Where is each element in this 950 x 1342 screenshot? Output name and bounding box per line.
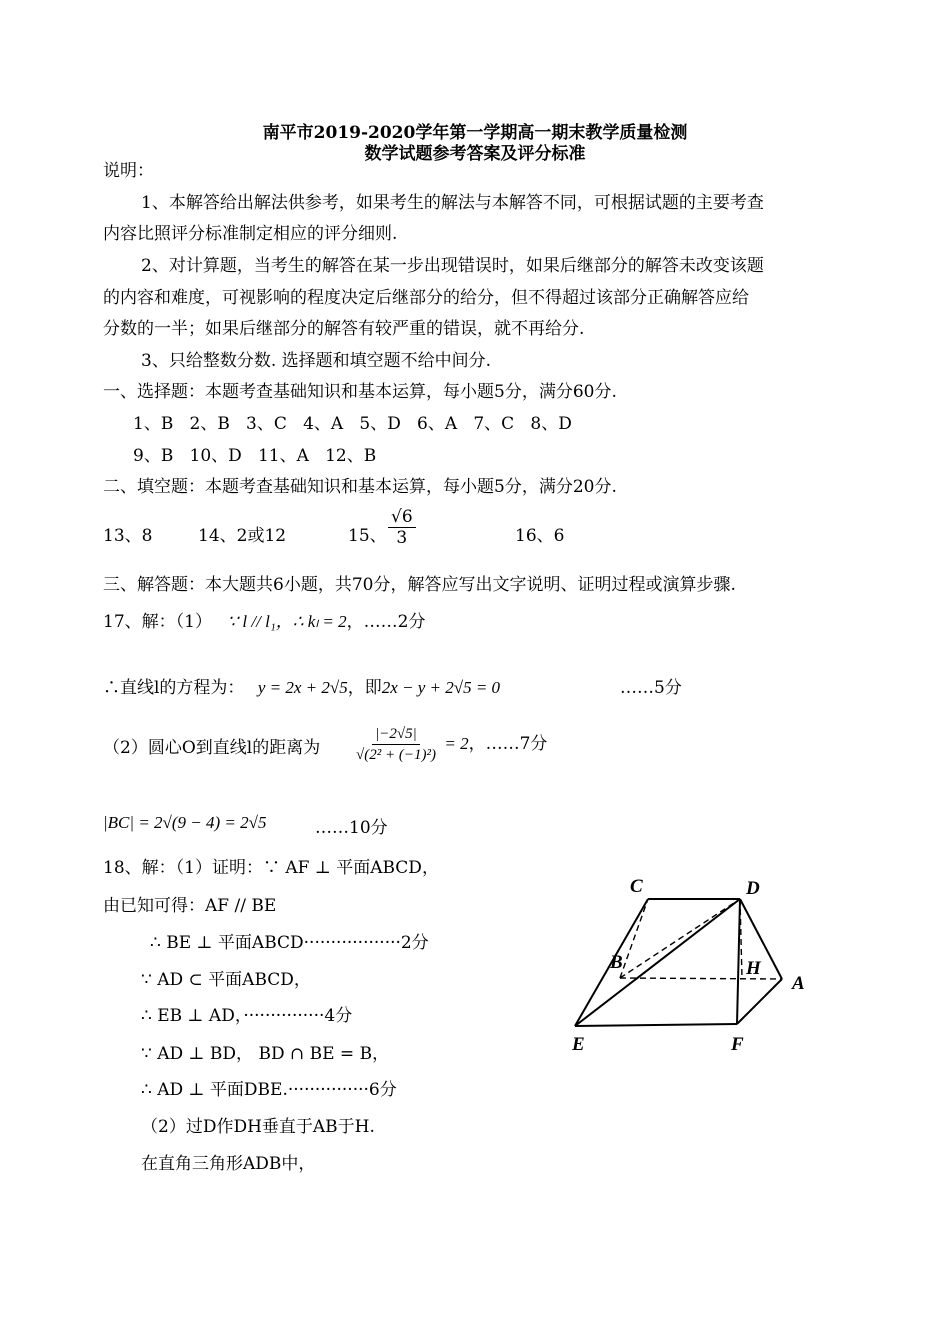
section-1-heading: 一、选择题：本题考查基础知识和基本运算，每小题5分，满分60分. bbox=[103, 382, 617, 402]
edge-DF bbox=[737, 899, 740, 1024]
note-2-line-1: 2、对计算题，当考生的解答在某一步出现错误时，如果后继部分的解答未改变该题 bbox=[141, 256, 764, 276]
q17-line-1 bbox=[103, 607, 425, 632]
q18-line-2: 由已知可得：AF // BE bbox=[103, 896, 277, 916]
q17-line-equation-2: 2x − y + 2√5 = 0 bbox=[381, 678, 501, 697]
q17-bc-length: |BC| = 2√(9 − 4) = 2√5 bbox=[103, 813, 267, 832]
q18-line-6: ∵ AD ⊥ BD， BD ∩ BE = B， bbox=[141, 1044, 390, 1064]
choice-answers-row-2: 9、B 10、D 11、A 12、B bbox=[133, 446, 377, 466]
q18-line-1: 18、解：（1）证明：∵ AF ⊥ 平面ABCD， bbox=[103, 858, 439, 878]
q17-prefix: 17、解：（1） bbox=[103, 612, 212, 632]
q17-line-equation-mid: ，即 bbox=[347, 678, 382, 698]
note-3: 3、只给整数分数. 选择题和填空题不给中间分. bbox=[141, 351, 492, 371]
choice-answers-row-1: 1、B 2、B 3、C 4、A 5、D 6、A 7、C 8、D bbox=[133, 414, 572, 434]
q17-parallel-math: ∵ l // l₁，∴ kₗ = 2 bbox=[227, 612, 347, 631]
title-line-1: 南平市2019-2020学年第一学期高一期末教学质量检测 bbox=[262, 123, 688, 143]
q18-line-5: ∴ EB ⊥ AD，···············4分 bbox=[141, 1006, 353, 1026]
distance-denominator: √(2² + (−1)²) bbox=[356, 747, 436, 763]
distance-numerator: |−2√5| bbox=[372, 724, 420, 745]
q18-line-7: ∴ AD ⊥ 平面DBE.···············6分 bbox=[141, 1080, 397, 1100]
section-2-heading: 二、填空题：本题考查基础知识和基本运算，每小题5分，满分20分. bbox=[103, 477, 617, 497]
label-D: D bbox=[746, 878, 760, 899]
distance-result: = 2 bbox=[444, 734, 469, 753]
q17-distance-text: （2）圆心O到直线l的距离为 bbox=[103, 738, 321, 758]
label-A: A bbox=[792, 973, 805, 994]
geometry-figure bbox=[560, 870, 820, 1060]
edge-EF bbox=[575, 1024, 737, 1026]
q17-line-equation-1: y = 2x + 2√5 bbox=[257, 678, 348, 697]
section-3-heading: 三、解答题：本大题共6小题，共70分，解答应写出文字说明、证明过程或演算步骤. bbox=[103, 575, 736, 595]
label-B: B bbox=[610, 952, 623, 973]
note-2-line-2: 的内容和难度，可视影响的程度决定后继部分的给分，但不得超过该部分正确解答应给 bbox=[103, 288, 749, 308]
q17-distance-fraction bbox=[353, 724, 547, 765]
note-2-line-3: 分数的一半；如果后继部分的解答有较严重的错误，就不再给分. bbox=[103, 319, 585, 339]
fraction-denominator: 3 bbox=[396, 528, 408, 548]
q17-line-3 bbox=[103, 733, 320, 758]
q18-line-3: ∴ BE ⊥ 平面ABCD··················2分 bbox=[150, 933, 429, 953]
fill-answer-14: 14、2或12 bbox=[198, 526, 287, 546]
fill-answer-13: 13、8 bbox=[103, 526, 153, 546]
note-1-line-2: 内容比照评分标准制定相应的评分细则. bbox=[103, 224, 398, 244]
fill-answer-15-label: 15、 bbox=[348, 526, 387, 546]
edge-AF bbox=[737, 979, 782, 1024]
edge-DE bbox=[575, 899, 740, 1026]
label-C: C bbox=[630, 876, 643, 897]
q17-score-5: ……5分 bbox=[620, 678, 682, 698]
q17-score-7: ，……7分 bbox=[468, 734, 548, 754]
q17-line-2 bbox=[103, 673, 500, 698]
notes-heading: 说明： bbox=[103, 161, 154, 181]
note-1-line-1: 1、本解答给出解法供参考，如果考生的解法与本解答不同，可根据试题的主要考查 bbox=[141, 193, 764, 213]
q18-line-4: ∵ AD ⊂ 平面ABCD， bbox=[141, 970, 311, 990]
fill-answer-16: 16、6 bbox=[515, 526, 565, 546]
title-line-2: 数学试题参考答案及评分标准 bbox=[364, 144, 586, 164]
fill-answer-15-fraction bbox=[388, 507, 416, 548]
label-H: H bbox=[746, 958, 761, 979]
q17-score-10: ……10分 bbox=[315, 818, 388, 838]
q17-line-equation-text: ∴直线l的方程为： bbox=[103, 678, 245, 698]
label-F: F bbox=[731, 1034, 744, 1055]
q17-score-2: ，……2分 bbox=[346, 612, 426, 632]
q18-line-8: （2）过D作DH垂直于AB于H. bbox=[141, 1117, 375, 1137]
fraction-numerator: √6 bbox=[388, 507, 416, 528]
label-E: E bbox=[572, 1034, 585, 1055]
q18-line-9: 在直角三角形ADB中， bbox=[141, 1154, 316, 1174]
edge-DH bbox=[740, 899, 742, 978]
edge-BD bbox=[620, 899, 740, 978]
